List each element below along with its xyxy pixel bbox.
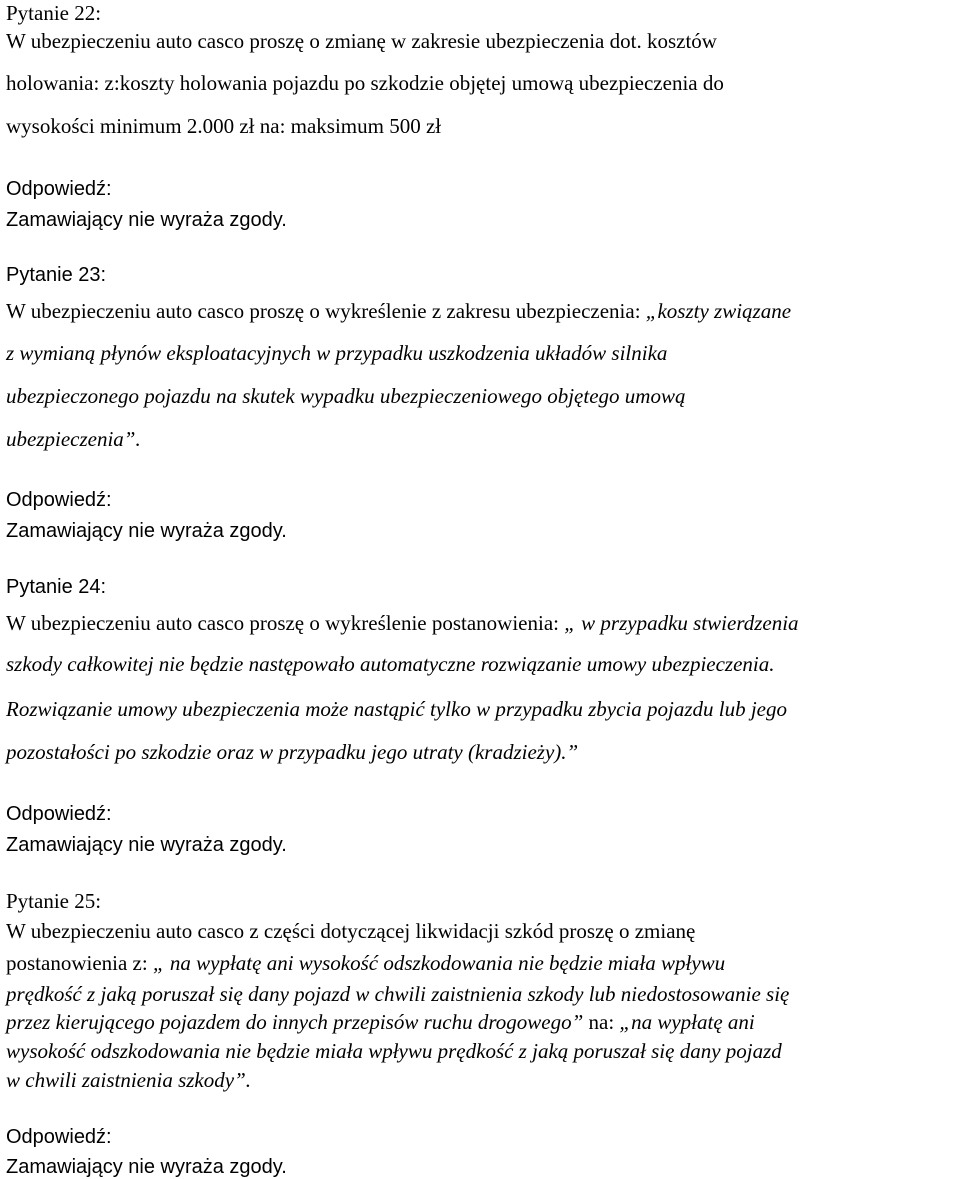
q24-title: Pytanie 24: xyxy=(6,576,107,598)
q22-answer-label: Odpowiedź: xyxy=(6,178,112,200)
q23-title: Pytanie 23: xyxy=(6,264,107,286)
q24-text-line-1: W ubezpieczeniu auto casco proszę o wykreślenie postanowienia: „ w przypadku stwierdzenia xyxy=(6,611,799,635)
q24-text-line-2: szkody całkowitej nie będzie następowało automatyczne rozwiązanie umowy ubezpieczenia. xyxy=(6,652,775,676)
q22-title: Pytanie 22: xyxy=(6,1,102,25)
q22-text-line-3: wysokości minimum 2.000 zł na: maksimum 500 zł xyxy=(6,114,442,138)
q24-answer: Zamawiający nie wyraża zgody. xyxy=(6,834,287,856)
q25-text-line-4: przez kierującego pojazdem do innych przepisów ruchu drogowego” na: „na wypłatę ani xyxy=(6,1010,755,1034)
q25-answer: Zamawiający nie wyraża zgody. xyxy=(6,1156,287,1178)
q23-answer-label: Odpowiedź: xyxy=(6,489,112,511)
q25-title: Pytanie 25: xyxy=(6,889,102,913)
q22-answer: Zamawiający nie wyraża zgody. xyxy=(6,209,287,231)
q25-text-line-5: wysokość odszkodowania nie będzie miała wpływu prędkość z jaką poruszał się dany pojazd xyxy=(6,1039,782,1063)
q25-text-line-2: postanowienia z: „ na wypłatę ani wysokość odszkodowania nie będzie miała wpływu xyxy=(6,951,726,975)
q25-text-line-6: w chwili zaistnienia szkody”. xyxy=(6,1068,252,1092)
q22-text-line-2: holowania: z:koszty holowania pojazdu po szkodzie objętej umową ubezpieczenia do xyxy=(6,71,724,95)
q23-text-line-1: W ubezpieczeniu auto casco proszę o wykreślenie z zakresu ubezpieczenia: „koszty związane xyxy=(6,299,792,323)
q25-answer-label: Odpowiedź: xyxy=(6,1126,112,1148)
q24-text-line-4: pozostałości po szkodzie oraz w przypadku jego utraty (kradzieży).” xyxy=(6,740,579,764)
q23-text-line-2: z wymianą płynów eksploatacyjnych w przypadku uszkodzenia układów silnika xyxy=(6,341,668,365)
q23-text-line-4: ubezpieczenia”. xyxy=(6,427,141,451)
q25-text-line-3: prędkość z jaką poruszał się dany pojazd w chwili zaistnienia szkody lub niedostosowanie się xyxy=(6,982,790,1006)
q24-text-line-3: Rozwiązanie umowy ubezpieczenia może nastąpić tylko w przypadku zbycia pojazdu lub jego xyxy=(6,697,787,721)
q22-text-line-1: W ubezpieczeniu auto casco proszę o zmianę w zakresie ubezpieczenia dot. kosztów xyxy=(6,29,717,53)
q23-text-line-3: ubezpieczonego pojazdu na skutek wypadku ubezpieczeniowego objętego umową xyxy=(6,384,686,408)
q25-text-line-1: W ubezpieczeniu auto casco z części dotyczącej likwidacji szkód proszę o zmianę xyxy=(6,919,696,943)
q24-answer-label: Odpowiedź: xyxy=(6,803,112,825)
q23-answer: Zamawiający nie wyraża zgody. xyxy=(6,520,287,542)
